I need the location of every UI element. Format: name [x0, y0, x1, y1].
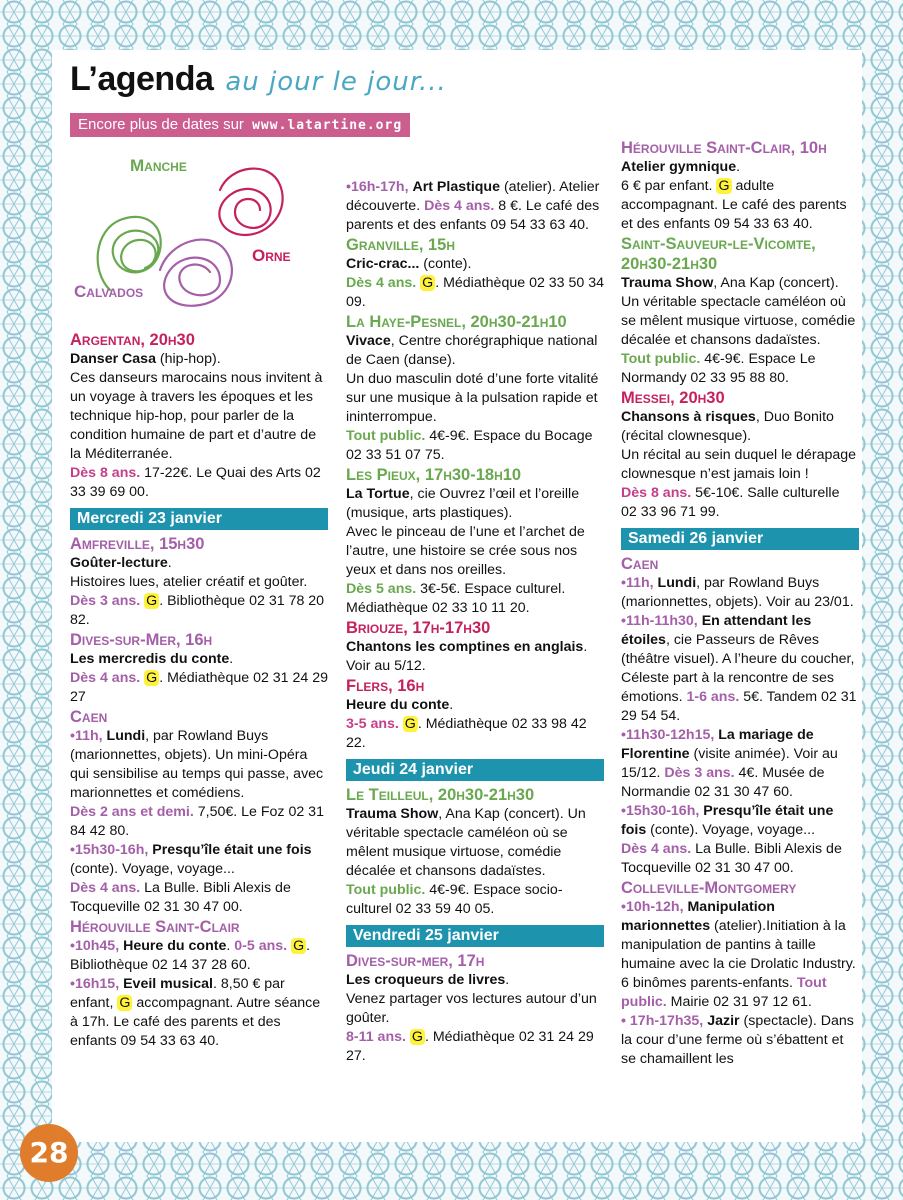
event-text: Dès 4 ans. G . Médiathèque 02 33 50 34 09. [346, 275, 605, 310]
event-location-title: Dives-sur-mer, 17h [346, 952, 485, 970]
event-text: Chansons à risques, Duo Bonito (récital clownesque). [621, 409, 834, 444]
page-number-badge: 28 [20, 1124, 78, 1182]
event-text: •10h45, Heure du conte. 0-5 ans. G . Bibliothèque 02 14 37 28 60. [70, 938, 311, 973]
event-text: Histoires lues, atelier créatif et goûter. [70, 574, 308, 590]
map-label-calvados: Calvados [74, 282, 144, 301]
event-text: •11h30-12h15, La mariage de Florentine (visite animée). Voir au 15/12. Dès 3 ans. 4€. Musée de Normandie 02 31 30 47 60. [621, 727, 838, 800]
day-header: Mercredi 23 janvier [70, 508, 328, 530]
event-text: Tout public. 4€-9€. Espace socio-culturel 02 33 59 40 05. [346, 882, 563, 917]
day-header: Samedi 26 janvier [621, 528, 859, 550]
banner-url-link[interactable]: www.latartine.org [252, 118, 403, 133]
event-text: Dès 5 ans. 3€-5€. Espace culturel. Médiathèque 02 33 10 11 20. [346, 581, 566, 616]
event-text: 8-11 ans. G . Médiathèque 02 31 24 29 27. [346, 1029, 594, 1064]
column-2 [346, 178, 604, 1066]
event-location-title: Saint-Sauveur-le-Vicomte, 20h30-21h30 [621, 235, 816, 273]
event-text: •11h, Lundi, par Rowland Buys (marionnettes, objets). Un mini-Opéra qui sensibilise au temps qui passe, avec marionnettes et comédiens. [70, 728, 324, 801]
event-location-title: Flers, 16h [346, 677, 425, 695]
event-text: Cric-crac... (conte). [346, 256, 472, 272]
event-text: •16h-17h, Art Plastique (atelier). Atelier découverte. Dès 4 ans. 8 €. Le café des parents et des enfants 09 54 33 63 40. [346, 179, 600, 233]
event-text: Dès 4 ans. La Bulle. Bibli Alexis de Tocqueville 02 31 30 47 00. [621, 841, 842, 876]
region-map [70, 150, 310, 310]
event-text: Dès 8 ans. 17-22€. Le Quai des Arts 02 33 39 69 00. [70, 465, 321, 500]
event-text: •11h, Lundi, par Rowland Buys (marionnettes, objets). Voir au 23/01. [621, 575, 854, 610]
column-3 [621, 138, 859, 1069]
event-text: Vivace, Centre chorégraphique national de Caen (danse). [346, 333, 598, 368]
event-text: Heure du conte. [346, 697, 454, 713]
event-text: Danser Casa (hip-hop). [70, 351, 221, 367]
event-text: Les croqueurs de livres. [346, 972, 510, 988]
page-title: L’agenda [70, 60, 214, 98]
event-location-title: Hérouville Saint-Clair, 10h [621, 139, 827, 157]
event-text: Tout public. 4€-9€. Espace du Bocage 02 33 51 07 75. [346, 428, 593, 463]
event-text: Atelier gymnique. [621, 159, 741, 175]
event-text: Un récital au sein duquel le dérapage clownesque n’est jamais loin ! [621, 447, 857, 482]
event-text: •11h-11h30, En attendant les étoiles, cie Passeurs de Rêves (théâtre visuel). A l’heure du coucher, Céleste part à la rencontre de ses émotions. 1-6 ans. 5€. Tandem 02 31 29 54 54. [621, 613, 857, 724]
event-text: •10h-12h, Manipulation marionnettes (atelier).Initiation à la manipulation de pantins à taille humaine avec la cie Drolatic Industry. 6 binômes parents-enfants. Tout public. Mairie 02 31 97 12 61. [621, 899, 856, 1010]
event-text: Voir au 5/12. [346, 658, 426, 674]
orne-scribble [219, 169, 282, 235]
event-text: •15h30-16h, Presqu’île était une fois (conte). Voyage, voyage... [70, 842, 312, 877]
calvados-scribble [160, 240, 232, 306]
page-subtitle-script: au jour le jour... [225, 67, 447, 97]
day-header: Vendredi 25 janvier [346, 925, 604, 947]
event-text: •15h30-16h, Presqu’île était une fois (conte). Voyage, voyage... [621, 803, 834, 838]
event-text: Ces danseurs marocains nous invitent à un voyage à travers les époques et les technique hip-hop, pour parler de la condition humaine de part et d’autre de la Méditerranée. [70, 370, 323, 462]
day-header: Jeudi 24 janvier [346, 759, 604, 781]
event-text: Tout public. 4€-9€. Espace Le Normandy 02 33 95 88 80. [621, 351, 816, 386]
event-text: Dès 4 ans. G . Médiathèque 02 31 24 29 27 [70, 670, 329, 705]
event-text: Dès 2 ans et demi. 7,50€. Le Foz 02 31 84 42 80. [70, 804, 324, 839]
event-location-title: Briouze, 17h-17h30 [346, 619, 491, 637]
event-text: Dès 3 ans. G . Bibliothèque 02 31 78 20 82. [70, 593, 325, 628]
website-banner [70, 113, 410, 137]
event-location-title: Les Pieux, 17h30-18h10 [346, 466, 522, 484]
event-location-title: Messei, 20h30 [621, 389, 725, 407]
event-text: La Tortue, cie Ouvrez l’œil et l’oreille (musique, arts plastiques). [346, 486, 580, 521]
event-location-title: Argentan, 20h30 [70, 331, 195, 349]
page-content [52, 50, 862, 1142]
event-text: 3-5 ans. G . Médiathèque 02 33 98 42 22. [346, 716, 587, 751]
event-text: Chantons les comptines en anglais. [346, 639, 588, 655]
event-text: • 17h-17h35, Jazir (spectacle). Dans la cour d’une ferme où s’ébattent et se chamaillent les [621, 1013, 854, 1067]
event-text: Avec le pinceau de l’une et l’archet de l’autre, une histoire se crée sous nos yeux et dans nos oreilles. [346, 524, 585, 578]
event-text: Trauma Show, Ana Kap (concert). Un véritable spectacle caméléon où se mêlent musique virtuose, comédie décalée et chansons dadaïstes. [621, 275, 856, 348]
event-location-title: Le Teilleul, 20h30-21h30 [346, 786, 535, 804]
column-1 [70, 330, 328, 1051]
event-location-title: Caen [70, 708, 108, 726]
manche-scribble [98, 217, 161, 290]
event-location-title: Dives-sur-Mer, 16h [70, 631, 213, 649]
event-text: Dès 4 ans. La Bulle. Bibli Alexis de Tocqueville 02 31 30 47 00. [70, 880, 291, 915]
event-location-title: La Haye-Pesnel, 20h30-21h10 [346, 313, 567, 331]
page-heading [70, 60, 447, 99]
event-text: Un duo masculin doté d’une forte vitalité sur une musique à la pulsation rapide et ininterrompue. [346, 371, 599, 425]
event-location-title: Caen [621, 555, 659, 573]
event-text: Trauma Show, Ana Kap (concert). Un véritable spectacle caméléon où se mêlent musique virtuose, comédie décalée et chansons dadaïstes. [346, 806, 586, 879]
event-location-title: Hérouville Saint-Clair [70, 918, 240, 936]
event-text: •16h15, Eveil musical. 8,50 € par enfant, G accompagnant. Autre séance à 17h. Le café des parents et des enfants 09 54 33 63 40. [70, 976, 321, 1049]
map-label-orne: Orne [252, 246, 291, 265]
event-text: Les mercredis du conte. [70, 651, 234, 667]
event-text: 6 € par enfant. G adulte accompagnant. Le café des parents et des enfants 09 54 33 63 40. [621, 178, 847, 232]
event-text: Venez partager vos lectures autour d’un goûter. [346, 991, 597, 1026]
map-label-manche: Manche [130, 156, 187, 175]
event-text: Goûter-lecture. [70, 555, 172, 571]
event-location-title: Colleville-Montgomery [621, 879, 797, 897]
event-text: Dès 8 ans. 5€-10€. Salle culturelle 02 33 96 71 99. [621, 485, 840, 520]
event-location-title: Granville, 15h [346, 236, 456, 254]
event-location-title: Amfreville, 15h30 [70, 535, 205, 553]
banner-text: Encore plus de dates sur [78, 116, 244, 133]
